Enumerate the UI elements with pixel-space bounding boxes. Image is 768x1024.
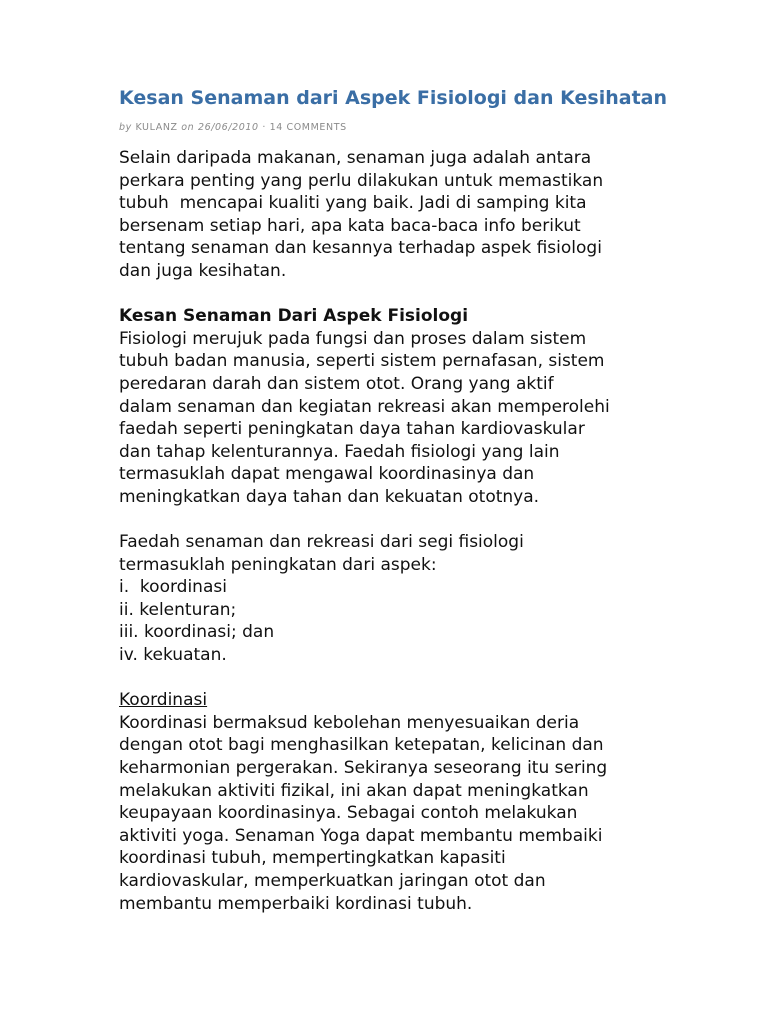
byline-date: 26/06/2010	[197, 122, 259, 133]
list-item: ii. kelenturan;	[119, 599, 237, 620]
text-line: peredaran darah dan sistem otot. Orang yang aktif	[119, 373, 554, 394]
article-byline	[119, 121, 759, 135]
article-title[interactable]: Kesan Senaman dari Aspek Fisiologi dan Kesihatan	[119, 87, 667, 109]
text-line: meningkatkan daya tahan dan kekuatan ototnya.	[119, 486, 540, 507]
text-line: dengan otot bagi menghasilkan ketepatan, kelicinan dan	[119, 735, 604, 756]
text-line: Selain daripada makanan, senaman juga adalah antara	[119, 148, 592, 168]
text-line: tentang senaman dan kesannya terhadap aspek fisiologi	[119, 238, 602, 259]
text-line: faedah seperti peningkatan daya tahan kardiovaskular	[119, 419, 585, 440]
intro-paragraph	[119, 147, 759, 915]
byline-on: on	[181, 122, 195, 133]
text-line: bersenam setiap hari, apa kata baca-baca info berikut	[119, 215, 581, 236]
text-line: Koordinasi bermaksud kebolehan menyesuaikan deria	[119, 712, 580, 733]
text-line: dan tahap kelenturannya. Faedah fisiologi yang lain	[119, 441, 560, 462]
text-line: Faedah senaman dan rekreasi dari segi fisiologi	[119, 532, 524, 553]
section-heading-fisiologi: Kesan Senaman Dari Aspek Fisiologi	[119, 306, 469, 327]
text-line: perkara penting yang perlu dilakukan untuk memastikan	[119, 170, 604, 191]
text-line: koordinasi tubuh, mempertingkatkan kapasiti	[119, 848, 506, 869]
list-item: iv. kekuatan.	[119, 645, 227, 666]
text-line: melakukan aktiviti fizikal, ini akan dapat meningkatkan	[119, 780, 589, 801]
section-heading-koordinasi: Koordinasi	[119, 690, 208, 711]
text-line: keupayaan koordinasinya. Sebagai contoh melakukan	[119, 803, 578, 824]
paragraph-gap	[119, 509, 759, 532]
text-line: membantu memperbaiki kordinasi tubuh.	[119, 893, 473, 914]
text-line: Fisiologi merujuk pada fungsi dan proses dalam sistem	[119, 328, 587, 349]
byline-author[interactable]: KULANZ	[135, 122, 178, 133]
text-line: dan juga kesihatan.	[119, 260, 287, 281]
article	[119, 84, 759, 915]
text-line: tubuh mencapai kualiti yang baik. Jadi di samping kita	[119, 193, 587, 214]
list-item: i. koordinasi	[119, 577, 227, 598]
byline-comments-link[interactable]: 14 COMMENTS	[269, 122, 347, 133]
text-line: dalam senaman dan kegiatan rekreasi akan memperolehi	[119, 396, 610, 417]
text-line: kardiovaskular, memperkuatkan jaringan otot dan	[119, 871, 546, 891]
text-line: aktiviti yoga. Senaman Yoga dapat membantu membaiki	[119, 825, 603, 846]
text-line: tubuh badan manusia, seperti sistem pernafasan, sistem	[119, 351, 605, 372]
byline-by: by	[119, 122, 132, 133]
byline-separator: ·	[262, 122, 266, 133]
text-line: termasuklah dapat mengawal koordinasinya dan	[119, 464, 535, 485]
list-item: iii. koordinasi; dan	[119, 622, 275, 643]
paragraph-gap	[119, 667, 759, 690]
text-line: keharmonian pergerakan. Sekiranya seseorang itu sering	[119, 758, 608, 779]
text-line: termasuklah peningkatan dari aspek:	[119, 554, 437, 575]
